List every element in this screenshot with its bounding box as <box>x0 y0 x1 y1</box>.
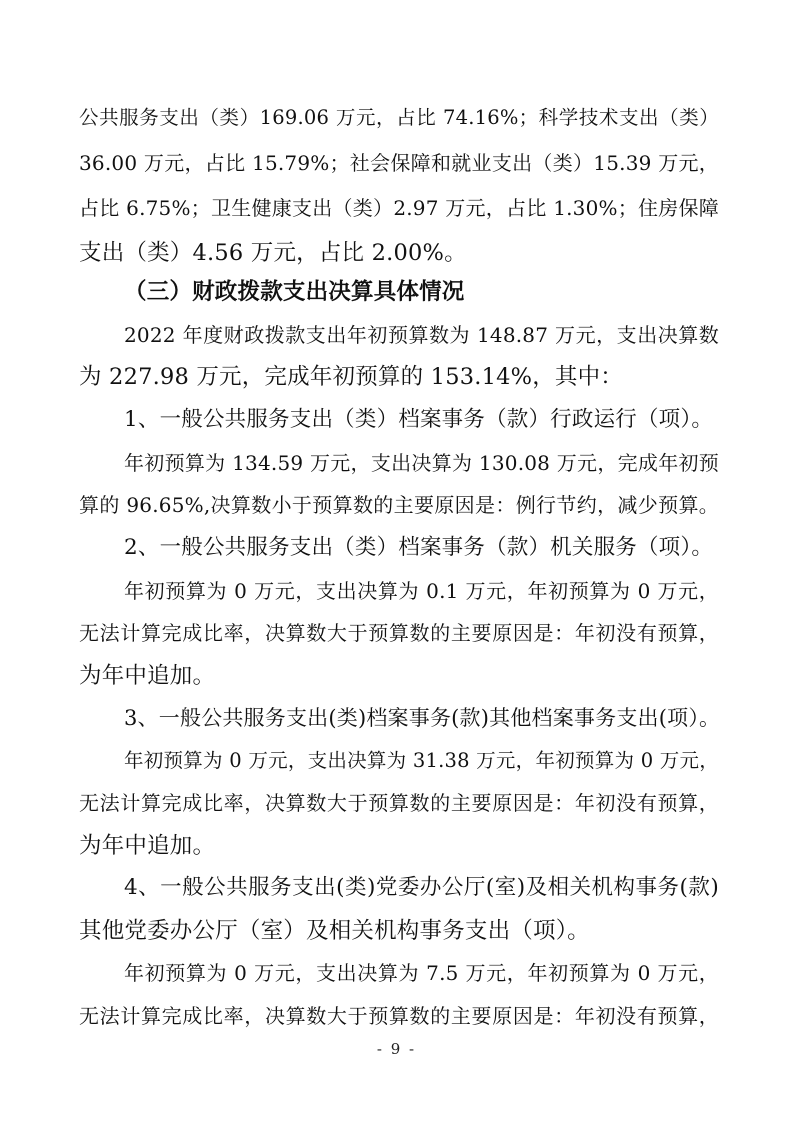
paragraph-line: 年初预算为 0 万元，支出决算为 7.5 万元，年初预算为 0 万元， <box>124 961 719 985</box>
paragraph-line: 2022 年度财政拨款支出年初预算数为 148.87 万元，支出决算数 <box>124 323 719 347</box>
paragraph-line: 无法计算完成比率，决算数大于预算数的主要原因是：年初没有预算， <box>79 621 719 645</box>
paragraph-line: 年初预算为 134.59 万元，支出决算为 130.08 万元，完成年初预 <box>124 451 719 475</box>
paragraph-line: 无法计算完成比率，决算数大于预算数的主要原因是：年初没有预算， <box>79 791 719 815</box>
item-title: 1、一般公共服务支出（类）档案事务（款）行政运行（项）。 <box>124 407 714 432</box>
item-title: 2、一般公共服务支出（类）档案事务（款）机关服务（项）。 <box>124 535 714 560</box>
item-title: 3、一般公共服务支出(类)档案事务(款)其他档案事务支出(项）。 <box>124 706 721 730</box>
item-title: 其他党委办公厅（室）及相关机构事务支出（项）。 <box>79 918 590 944</box>
paragraph-line: 无法计算完成比率，决算数大于预算数的主要原因是：年初没有预算， <box>79 1004 719 1028</box>
paragraph-line: 支出（类）4.56 万元，占比 2.00%。 <box>79 240 467 266</box>
paragraph-line: 年初预算为 0 万元，支出决算为 31.38 万元，年初预算为 0 万元， <box>124 749 719 772</box>
page-number: - 9 - <box>376 1040 417 1058</box>
paragraph-line: 为年中追加。 <box>79 833 216 859</box>
item-title: 4、一般公共服务支出(类)党委办公厅(室)及相关机构事务(款) <box>124 875 719 900</box>
paragraph-line: 36.00 万元，占比 15.79%；社会保障和就业支出（类）15.39 万元， <box>79 151 719 175</box>
paragraph-line: 算的 96.65%,决算数小于预算数的主要原因是：例行节约，减少预算。 <box>79 493 719 517</box>
paragraph-line: 为 227.98 万元，完成年初预算的 153.14%，其中： <box>79 364 623 390</box>
paragraph-line: 占比 6.75%；卫生健康支出（类）2.97 万元，占比 1.30%；住房保障 <box>79 196 719 220</box>
paragraph-line: 年初预算为 0 万元，支出决算为 0.1 万元，年初预算为 0 万元， <box>124 579 719 603</box>
paragraph-line: 为年中追加。 <box>79 663 216 689</box>
section-heading: （三）财政拨款支出决算具体情况 <box>124 279 465 305</box>
paragraph-line: 公共服务支出（类）169.06 万元，占比 74.16%；科学技术支出（类） <box>79 106 719 129</box>
